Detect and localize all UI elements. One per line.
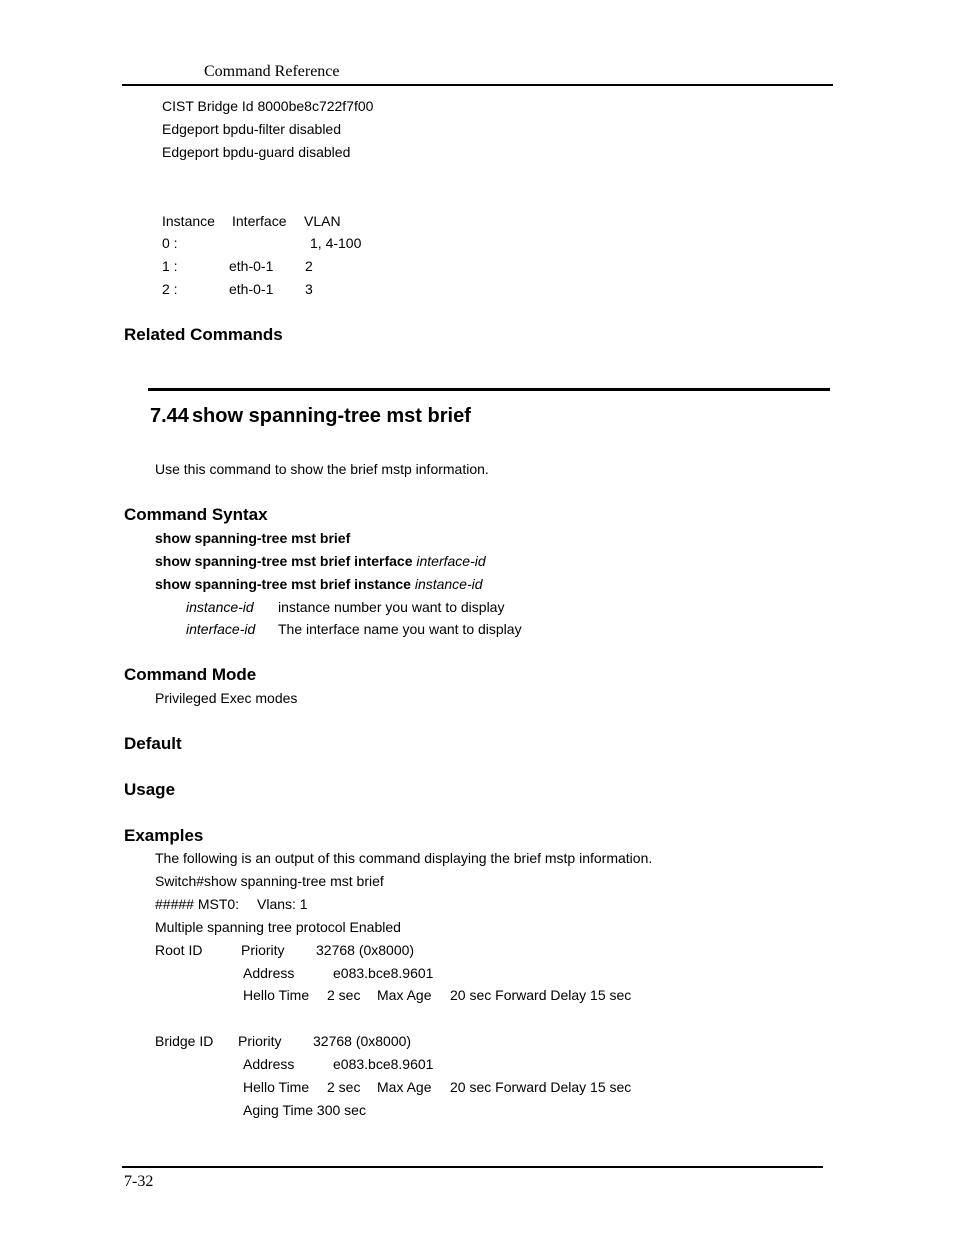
table-header-interface: Interface — [232, 213, 287, 229]
bridge-hello-value: 2 sec — [327, 1079, 361, 1095]
syntax-command: show spanning-tree mst brief instance — [155, 576, 411, 592]
bridge-address-label: Address — [243, 1056, 295, 1072]
param-name: instance-id — [186, 599, 254, 615]
usage-heading: Usage — [124, 780, 176, 799]
bridge-priority-label: Priority — [238, 1033, 282, 1049]
table-cell-interface: eth-0-1 — [229, 258, 274, 274]
root-maxage-label: Max Age — [377, 987, 432, 1003]
syntax-line: show spanning-tree mst brief — [155, 530, 351, 546]
section-title-text: show spanning-tree mst brief — [191, 405, 471, 427]
example-prompt: Switch#show spanning-tree mst brief — [155, 873, 384, 889]
root-maxage-value: 20 sec Forward Delay 15 sec — [450, 987, 632, 1003]
root-hello-value: 2 sec — [327, 987, 361, 1003]
root-address-value: e083.bce8.9601 — [333, 965, 434, 981]
running-header: Command Reference — [204, 63, 340, 80]
bridge-hello-label: Hello Time — [243, 1079, 310, 1095]
param-name: interface-id — [186, 621, 256, 637]
syntax-line — [155, 576, 483, 592]
root-address-label: Address — [243, 965, 295, 981]
header-rule — [122, 84, 833, 86]
root-priority-label: Priority — [241, 942, 285, 958]
section-number: 7.44 — [150, 405, 189, 427]
output-line: Edgeport bpdu-filter disabled — [162, 121, 342, 137]
syntax-param: instance-id — [414, 576, 483, 592]
table-cell-vlan: 1, 4-100 — [310, 235, 362, 251]
table-cell-instance: 1 : — [162, 258, 178, 274]
examples-intro: The following is an output of this command displaying the brief mstp information. — [155, 850, 653, 866]
syntax-param: interface-id — [416, 553, 486, 569]
param-description: instance number you want to display — [278, 599, 505, 615]
command-syntax-heading: Command Syntax — [124, 505, 268, 524]
page-number: 7-32 — [124, 1173, 154, 1190]
syntax-line — [155, 553, 486, 569]
table-cell-vlan: 3 — [305, 281, 313, 297]
footer-rule — [122, 1166, 823, 1168]
bridge-address-value: e083.bce8.9601 — [333, 1056, 434, 1072]
table-cell-vlan: 2 — [305, 258, 313, 274]
section-title — [150, 404, 471, 428]
table-cell-instance: 0 : — [162, 235, 178, 251]
command-mode-heading: Command Mode — [124, 665, 257, 684]
root-id-label: Root ID — [155, 942, 203, 958]
root-priority-value: 32768 (0x8000) — [316, 942, 415, 958]
example-vlans: Vlans: 1 — [257, 896, 308, 912]
related-commands-heading: Related Commands — [124, 325, 283, 344]
bridge-id-label: Bridge ID — [155, 1033, 214, 1049]
examples-heading: Examples — [124, 826, 204, 845]
table-cell-interface: eth-0-1 — [229, 281, 274, 297]
table-header-vlan: VLAN — [304, 213, 341, 229]
syntax-command: show spanning-tree mst brief interface — [155, 553, 413, 569]
section-description: Use this command to show the brief mstp information. — [155, 461, 489, 477]
param-description: The interface name you want to display — [278, 621, 522, 637]
root-hello-label: Hello Time — [243, 987, 310, 1003]
command-mode-text: Privileged Exec modes — [155, 690, 298, 706]
example-protocol: Multiple spanning tree protocol Enabled — [155, 919, 401, 935]
table-header-instance: Instance — [162, 213, 215, 229]
bridge-maxage-label: Max Age — [377, 1079, 432, 1095]
example-mst-prefix: ##### MST0: — [155, 896, 240, 912]
bridge-aging: Aging Time 300 sec — [243, 1102, 366, 1118]
table-cell-instance: 2 : — [162, 281, 178, 297]
default-heading: Default — [124, 734, 182, 753]
output-line: CIST Bridge Id 8000be8c722f7f00 — [162, 98, 374, 114]
bridge-maxage-value: 20 sec Forward Delay 15 sec — [450, 1079, 632, 1095]
section-rule — [148, 388, 830, 391]
bridge-priority-value: 32768 (0x8000) — [313, 1033, 412, 1049]
output-line: Edgeport bpdu-guard disabled — [162, 144, 351, 160]
